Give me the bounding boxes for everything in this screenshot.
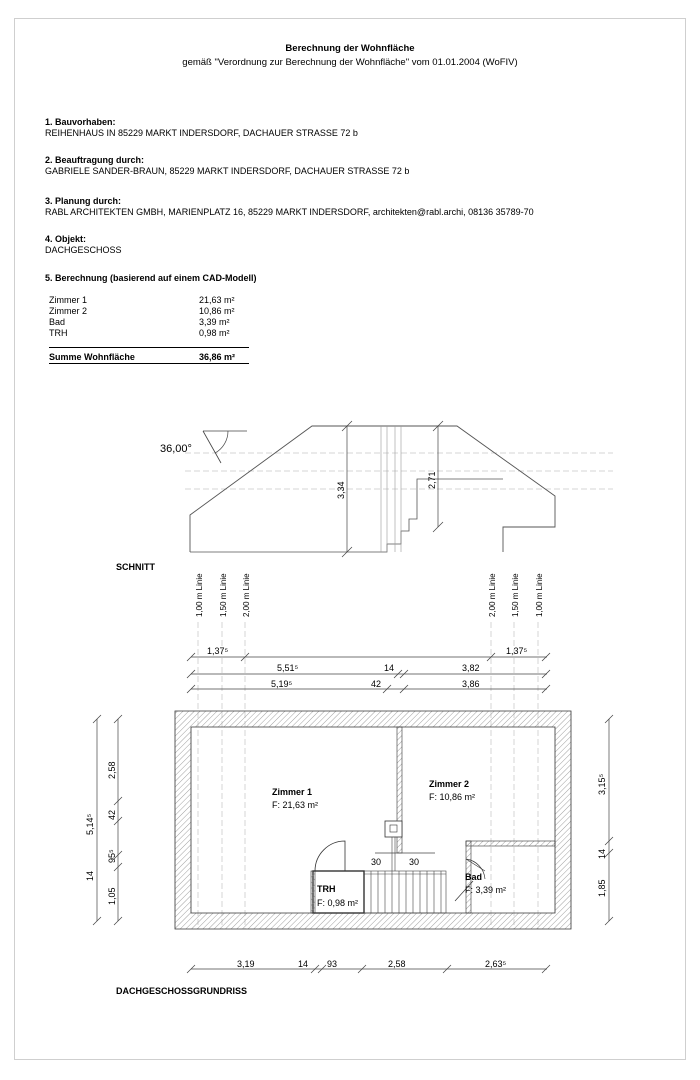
section-text: GABRIELE SANDER-BRAUN, 85229 MARKT INDERSDORF, DACHAUER STRASSE 72 b [45, 166, 410, 176]
dim-label: 3,82 [462, 663, 480, 673]
dim-label: 1,85 [597, 879, 607, 897]
sum-label: Summe Wohnfläche [49, 352, 135, 362]
section-text: DACHGESCHOSS [45, 245, 122, 255]
room-area: 3,39 m² [199, 317, 230, 327]
guide-line-label: 2,00 m Linie [242, 573, 251, 617]
guide-line-label: 1,50 m Linie [219, 573, 228, 617]
staircase [364, 837, 446, 913]
dimension-labels-left [85, 761, 117, 905]
dim-label: 2,58 [107, 761, 117, 779]
drawing-canvas [15, 19, 685, 1059]
dim-label: 2,58 [388, 959, 406, 969]
angle-label: 36,00° [160, 443, 192, 455]
guide-line-label: 1,50 m Linie [511, 573, 520, 617]
section-heading: 1. Bauvorhaben: [45, 117, 116, 127]
guide-line-label: 2,00 m Linie [488, 573, 497, 617]
dim-label: 5,14⁵ [85, 813, 95, 835]
room-name: Zimmer 2 [49, 306, 87, 316]
floor-plan [175, 711, 571, 929]
dim-label: 5,51⁵ [277, 663, 299, 673]
dim-label: 3,19 [237, 959, 255, 969]
dimension-labels-right [597, 773, 607, 897]
dim-label: 5,19⁵ [271, 679, 293, 689]
dim-label: 14 [298, 959, 309, 969]
dimension-lines-top [187, 653, 550, 693]
height-left-label: 3,34 [336, 481, 346, 499]
room-area-trh: F: 0,98 m² [317, 898, 359, 908]
dim-label: 42 [371, 679, 382, 689]
stair-dim: 30 [409, 857, 420, 867]
room-label-trh: TRH [317, 884, 336, 894]
dim-label: 2,63⁵ [485, 959, 507, 969]
room-name: TRH [49, 328, 68, 338]
room-name: Bad [49, 317, 66, 327]
dim-label: 42 [107, 809, 117, 820]
room-label-zimmer-2: Zimmer 2 [429, 779, 470, 789]
section-heading: 3. Planung durch: [45, 196, 122, 206]
dim-label: 14 [85, 870, 95, 881]
room-area: 0,98 m² [199, 328, 230, 338]
dim-label: 1,37⁵ [207, 646, 229, 656]
room-area-zimmer-2: F: 10,86 m² [429, 792, 476, 802]
room-area: 10,86 m² [199, 306, 235, 316]
room-area-bad: F: 3,39 m² [465, 885, 507, 895]
dim-label: 1,37⁵ [506, 646, 528, 656]
dim-label: 14 [384, 663, 395, 673]
sum-value: 36,86 m² [199, 352, 236, 362]
room-label-bad: Bad [465, 872, 483, 882]
document-subtitle: gemäß "Verordnung zur Berechnung der Wohnfläche" vom 01.01.2004 (WoFIV) [182, 57, 518, 68]
dim-label: 93 [327, 959, 338, 969]
room-area: 21,63 m² [199, 295, 235, 305]
room-label-zimmer-1: Zimmer 1 [272, 787, 313, 797]
stair-dim: 30 [371, 857, 382, 867]
dim-label: 14 [597, 848, 607, 859]
angle-marker [203, 431, 247, 463]
guide-line-label: 1,00 m Linie [195, 573, 204, 617]
section-heading: 4. Objekt: [45, 234, 87, 244]
dim-label: 1,05 [107, 887, 117, 905]
guide-line-label: 1,00 m Linie [535, 573, 544, 617]
room-name: Zimmer 1 [49, 295, 87, 305]
floor-plan-label: DACHGESCHOSSGRUNDRISS [116, 986, 248, 996]
section-label: SCHNITT [116, 562, 155, 572]
section-heading: 5. Berechnung (basierend auf einem CAD-Modell) [45, 273, 257, 283]
section-text: REIHENHAUS IN 85229 MARKT INDERSDORF, DACHAUER STRASSE 72 b [45, 128, 358, 138]
dim-label: 3,15⁵ [597, 773, 607, 795]
height-right-label: 2,71 [427, 471, 437, 489]
dim-label: 95⁵ [107, 849, 117, 863]
dim-label: 3,86 [462, 679, 480, 689]
dimension-labels-bottom [237, 959, 507, 969]
document-sheet [14, 18, 686, 1060]
chimney [385, 821, 402, 837]
section-text: RABL ARCHITEKTEN GMBH, MARIENPLATZ 16, 85229 MARKT INDERSDORF, architekten@rabl.archi, 08136 35789-70 [45, 207, 534, 217]
room-area-zimmer-1: F: 21,63 m² [272, 800, 319, 810]
document-title: Berechnung der Wohnfläche [285, 43, 415, 54]
section-heading: 2. Beauftragung durch: [45, 155, 145, 165]
dimension-labels-top [207, 646, 528, 689]
